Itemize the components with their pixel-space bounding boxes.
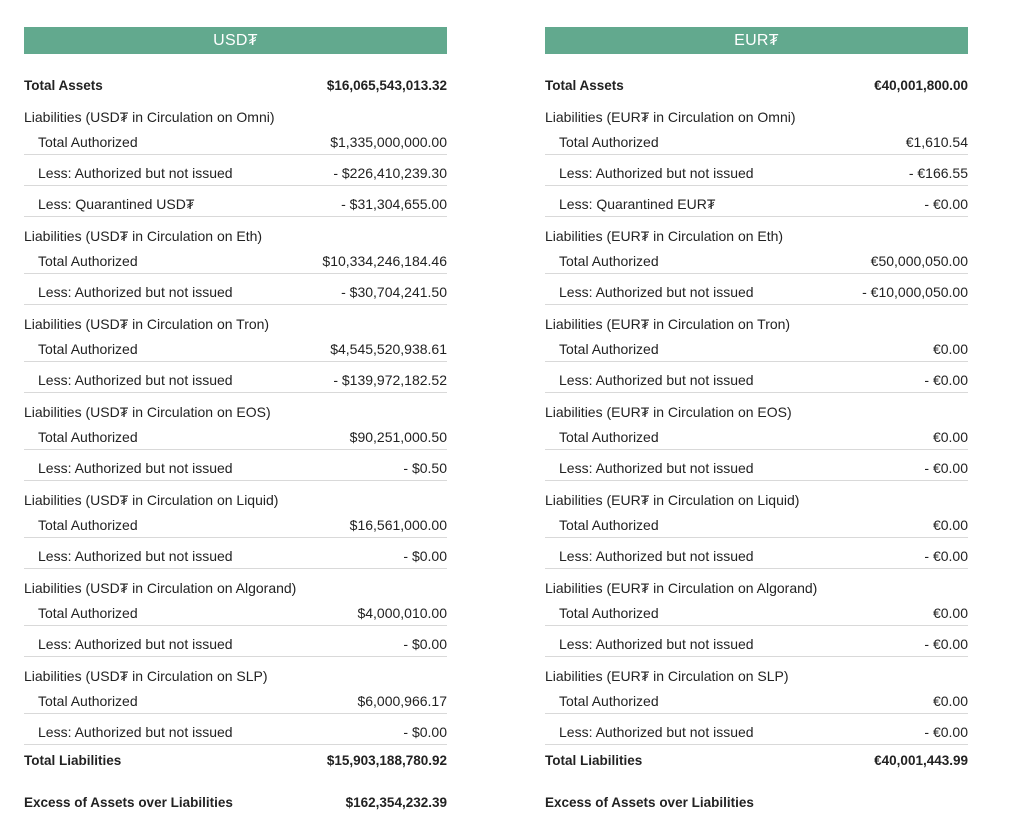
section-title — [24, 481, 447, 509]
section-title — [24, 569, 447, 597]
total-assets-row — [545, 56, 968, 98]
row-label: Less: Quarantined USD₮ — [38, 196, 195, 212]
section-title-label: Liabilities (USD₮ in Circulation on Algorand) — [24, 580, 297, 596]
row-label: Less: Quarantined EUR₮ — [559, 196, 716, 212]
row-label: Total Authorized — [38, 517, 138, 533]
total-liabilities-row — [545, 745, 968, 774]
table-row — [24, 155, 447, 186]
row-label: Less: Authorized but not issued — [559, 724, 754, 740]
table-row — [24, 421, 447, 450]
table-row — [545, 333, 968, 362]
section-title-label: Liabilities (EUR₮ in Circulation on Tron) — [545, 316, 791, 332]
total-liabilities-label: Total Liabilities — [545, 753, 643, 768]
table-row — [545, 626, 968, 657]
table-row — [24, 362, 447, 393]
section-title — [24, 217, 447, 245]
row-label: Total Authorized — [38, 605, 138, 621]
row-value: - $139,972,182.52 — [333, 372, 447, 388]
row-value: €50,000,050.00 — [870, 253, 968, 269]
row-value: €0.00 — [932, 429, 968, 445]
row-value: €0.00 — [932, 693, 968, 709]
total-liabilities-row — [24, 745, 447, 774]
table-row — [545, 126, 968, 155]
row-label: Total Authorized — [559, 693, 659, 709]
section-title — [545, 657, 968, 685]
row-value: $4,545,520,938.61 — [330, 341, 447, 357]
total-assets-label: Total Assets — [545, 78, 624, 93]
section-title-label: Liabilities (USD₮ in Circulation on Omni) — [24, 109, 275, 125]
section-title-label: Liabilities (EUR₮ in Circulation on Omni) — [545, 109, 796, 125]
usdt-panel — [24, 27, 447, 812]
table-row — [545, 450, 968, 481]
total-liabilities-label: Total Liabilities — [24, 753, 122, 768]
row-value: - €0.00 — [924, 724, 968, 740]
table-row — [545, 538, 968, 569]
table-row — [24, 274, 447, 305]
row-label: Total Authorized — [38, 429, 138, 445]
row-label: Total Authorized — [38, 341, 138, 357]
table-row — [24, 126, 447, 155]
panel-title: USD₮ — [24, 27, 447, 54]
table-row — [24, 626, 447, 657]
excess-row — [24, 774, 447, 812]
row-label: Total Authorized — [559, 253, 659, 269]
table-row — [24, 597, 447, 626]
row-label: Less: Authorized but not issued — [559, 636, 754, 652]
total-liabilities-value: €40,001,443.99 — [874, 753, 968, 768]
row-value: - $30,704,241.50 — [341, 284, 447, 300]
row-value: €1,610.54 — [905, 134, 968, 150]
row-label: Total Authorized — [559, 605, 659, 621]
table-row — [24, 245, 447, 274]
section-title — [545, 305, 968, 333]
row-value: - €166.55 — [908, 165, 968, 181]
row-label: Less: Authorized but not issued — [38, 460, 233, 476]
section-title-label: Liabilities (USD₮ in Circulation on Eth) — [24, 228, 263, 244]
table-row — [545, 714, 968, 745]
section-title — [545, 393, 968, 421]
row-value: €0.00 — [932, 605, 968, 621]
row-label: Less: Authorized but not issued — [559, 165, 754, 181]
row-value: - €0.00 — [924, 460, 968, 476]
row-label: Less: Authorized but not issued — [559, 548, 754, 564]
table-row — [545, 509, 968, 538]
row-label: Less: Authorized but not issued — [559, 460, 754, 476]
row-value: $16,561,000.00 — [349, 517, 447, 533]
row-value: $10,334,246,184.46 — [322, 253, 447, 269]
section-title-label: Liabilities (EUR₮ in Circulation on Algorand) — [545, 580, 818, 596]
row-value: - $0.00 — [403, 724, 447, 740]
section-title-label: Liabilities (USD₮ in Circulation on Tron) — [24, 316, 270, 332]
row-value: $1,335,000,000.00 — [330, 134, 447, 150]
excess-label: Excess of Assets over Liabilities — [24, 795, 233, 810]
table-row — [545, 597, 968, 626]
panel-title: EUR₮ — [545, 27, 968, 54]
row-label: Total Authorized — [559, 517, 659, 533]
row-label: Less: Authorized but not issued — [38, 636, 233, 652]
total-liabilities-value: $15,903,188,780.92 — [326, 753, 447, 768]
total-assets-value: $16,065,543,013.32 — [326, 78, 447, 93]
table-row — [24, 714, 447, 745]
row-value: - $0.00 — [403, 548, 447, 564]
table-row — [545, 274, 968, 305]
row-value: - $0.00 — [403, 636, 447, 652]
excess-label: Excess of Assets over Liabilities — [545, 795, 754, 810]
section-title-label: Liabilities (USD₮ in Circulation on EOS) — [24, 404, 271, 420]
excess-value: $162,354,232.39 — [345, 795, 447, 810]
row-label: Total Authorized — [559, 134, 659, 150]
section-title — [545, 98, 968, 126]
row-label: Total Authorized — [38, 253, 138, 269]
total-assets-row — [24, 56, 447, 98]
excess-row — [545, 774, 968, 812]
row-label: Total Authorized — [559, 341, 659, 357]
row-value: - €0.00 — [924, 372, 968, 388]
section-title-label: Liabilities (EUR₮ in Circulation on Liquid) — [545, 492, 800, 508]
row-label: Less: Authorized but not issued — [559, 284, 754, 300]
row-value: - €10,000,050.00 — [862, 284, 968, 300]
table-row — [545, 155, 968, 186]
row-label: Less: Authorized but not issued — [559, 372, 754, 388]
row-label: Total Authorized — [559, 429, 659, 445]
row-label: Total Authorized — [38, 134, 138, 150]
row-value: - $226,410,239.30 — [333, 165, 447, 181]
total-assets-value: €40,001,800.00 — [874, 78, 968, 93]
table-row — [545, 362, 968, 393]
table-row — [545, 186, 968, 217]
row-label: Less: Authorized but not issued — [38, 284, 233, 300]
section-title-label: Liabilities (USD₮ in Circulation on Liquid) — [24, 492, 279, 508]
row-label: Less: Authorized but not issued — [38, 548, 233, 564]
row-value: - €0.00 — [924, 548, 968, 564]
table-row — [24, 333, 447, 362]
row-value: €0.00 — [932, 341, 968, 357]
table-row — [24, 538, 447, 569]
row-value: - $31,304,655.00 — [341, 196, 447, 212]
section-title — [545, 481, 968, 509]
section-title-label: Liabilities (EUR₮ in Circulation on SLP) — [545, 668, 789, 684]
total-assets-label: Total Assets — [24, 78, 103, 93]
table-row — [24, 509, 447, 538]
section-title — [24, 98, 447, 126]
row-value: $90,251,000.50 — [349, 429, 447, 445]
table-row — [545, 245, 968, 274]
row-value: $4,000,010.00 — [357, 605, 447, 621]
section-title — [24, 657, 447, 685]
table-row — [24, 685, 447, 714]
row-value: $6,000,966.17 — [357, 693, 447, 709]
section-title — [545, 217, 968, 245]
row-label: Less: Authorized but not issued — [38, 372, 233, 388]
row-value: €0.00 — [932, 517, 968, 533]
section-title-label: Liabilities (USD₮ in Circulation on SLP) — [24, 668, 268, 684]
section-title-label: Liabilities (EUR₮ in Circulation on Eth) — [545, 228, 784, 244]
section-title — [545, 569, 968, 597]
table-row — [545, 685, 968, 714]
row-value: - €0.00 — [924, 636, 968, 652]
row-label: Less: Authorized but not issued — [38, 165, 233, 181]
table-row — [24, 186, 447, 217]
table-row — [545, 421, 968, 450]
row-value: - €0.00 — [924, 196, 968, 212]
row-value: - $0.50 — [403, 460, 447, 476]
eurt-panel — [545, 27, 968, 812]
section-title — [24, 305, 447, 333]
row-label: Less: Authorized but not issued — [38, 724, 233, 740]
table-row — [24, 450, 447, 481]
section-title-label: Liabilities (EUR₮ in Circulation on EOS) — [545, 404, 792, 420]
section-title — [24, 393, 447, 421]
row-label: Total Authorized — [38, 693, 138, 709]
